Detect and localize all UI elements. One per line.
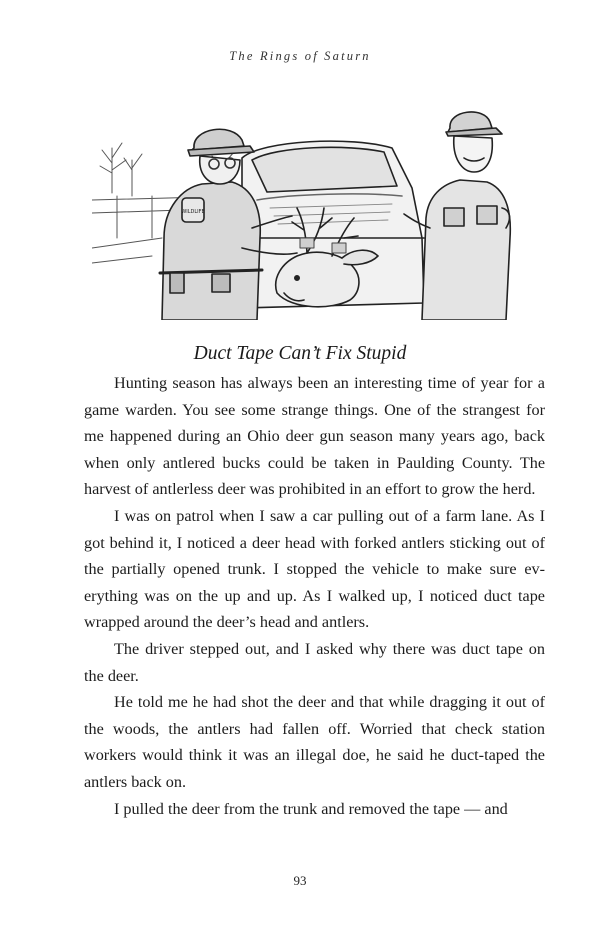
paragraph: Hunting season has always been an interesting time of year for a game warden. You see some strange things. One of the strangest for me happened during an Ohio deer gun season many years ago, back when only antlered bucks could be taken in Paulding County. The harvest of antlerless deer was prohibited in an effort to grow the herd. [84, 374, 545, 499]
badge-text: WILDLIFE [181, 209, 205, 215]
running-head: The Rings of Saturn [229, 49, 371, 63]
paragraph: He told me he had shot the deer and that while dragging it out of the woods, the antlers had fallen off. Worried that check station workers would think it was an illegal doe, he said he duct-taped the antlers back on. [84, 693, 545, 791]
story-title: Duct Tape Can’t Fix Stupid [193, 343, 407, 364]
body-text [84, 370, 545, 822]
warden-deer-trunk-icon [92, 88, 514, 320]
chapter-illustration [92, 88, 514, 320]
paragraph: I was on patrol when I saw a car pulling out of a farm lane. As I got behind it, I noticed a deer head with forked antlers sticking out of the partially opened trunk. I stopped the vehicle to make sure everything was on the up and up. As I walked up, I noticed duct tape wrapped around the deer’s head and antlers. [84, 506, 545, 632]
paragraph: I pulled the deer from the trunk and removed the tape — and [114, 799, 508, 818]
page-number: 93 [293, 873, 307, 888]
paragraph: The driver stepped out, and I asked why there was duct tape on the deer. [84, 639, 545, 685]
